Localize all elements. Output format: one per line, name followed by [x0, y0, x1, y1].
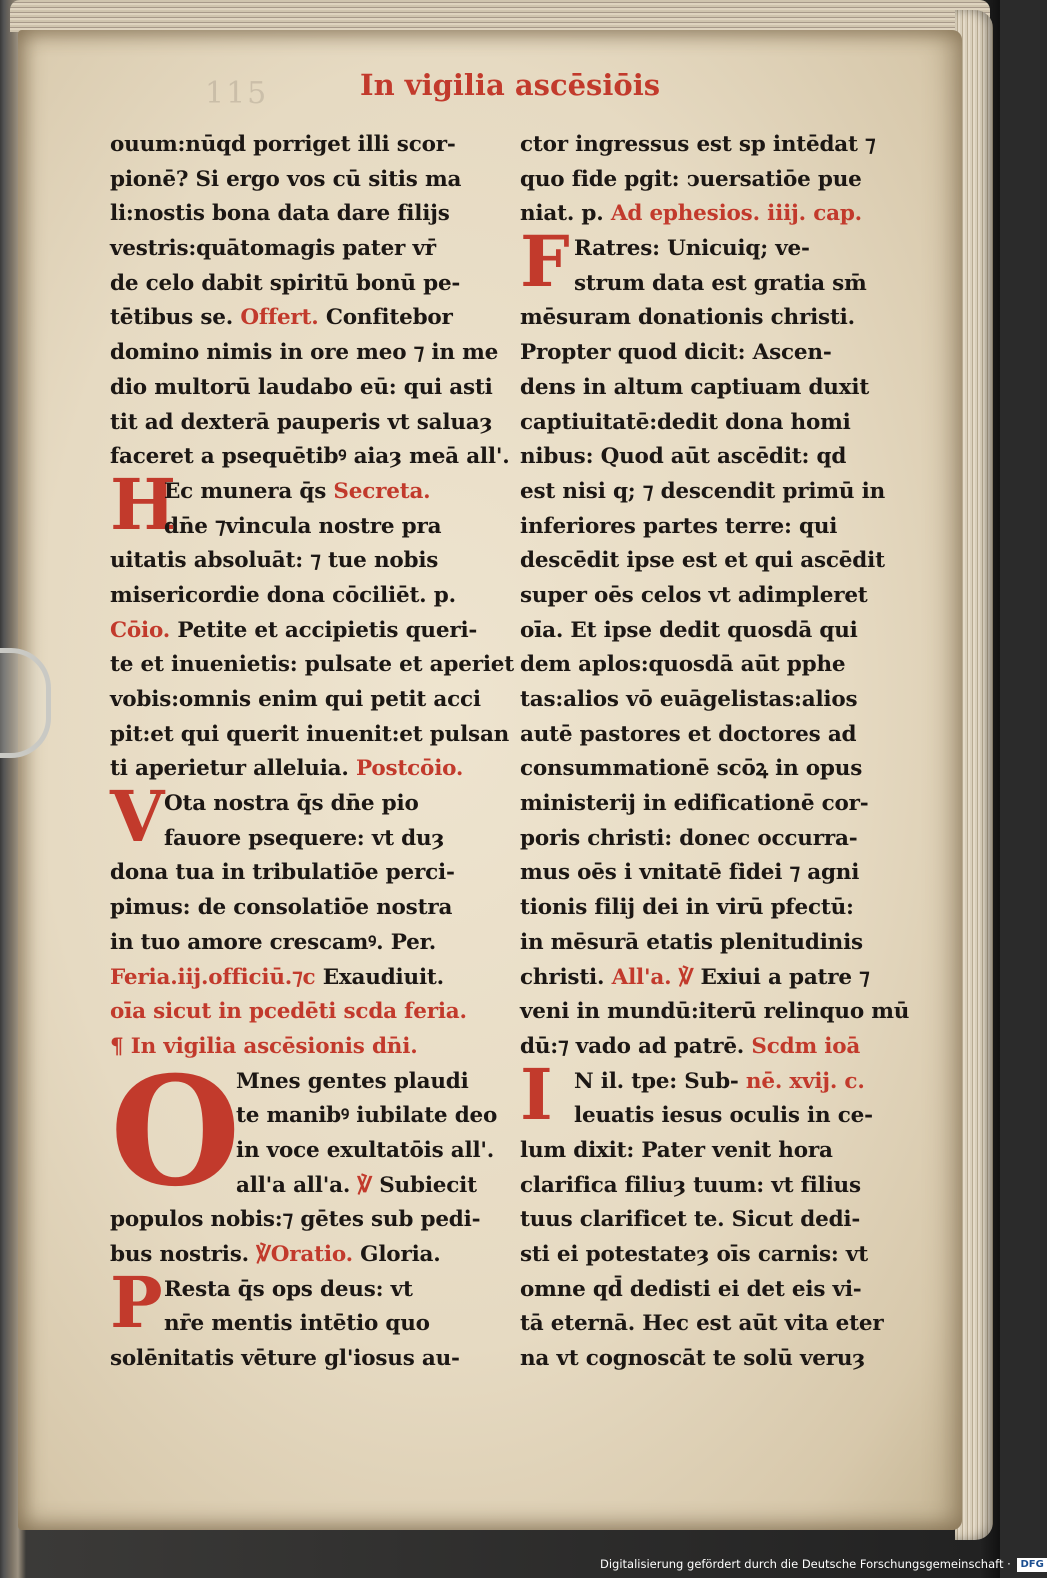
line-text: pit:et qui querit inuenit:et pulsan [110, 721, 510, 747]
line-text: Exiui a patre ⁊ [693, 964, 870, 990]
text-line [110, 787, 500, 822]
text-line [520, 232, 905, 267]
line-text: in voce exultatōis all'. [236, 1137, 495, 1163]
text-line [520, 961, 905, 996]
initial-block [110, 1260, 500, 1344]
text-line [110, 163, 500, 198]
line-text: Ota nostra q̄s dn̄e pio [164, 791, 419, 817]
right-text-column [520, 128, 910, 1377]
text-line [520, 475, 905, 510]
text-line [520, 1273, 905, 1308]
text-line [520, 1065, 905, 1100]
text-line [110, 961, 500, 996]
text-line [520, 856, 905, 891]
line-text: te manibꝰ iubilate deo [236, 1103, 498, 1129]
line-text: ouum:nūqd porriget illi scor- [110, 132, 456, 157]
text-line [110, 614, 500, 649]
rubric-text: ⁊c [292, 964, 316, 990]
text-line [110, 752, 500, 787]
initial-letter: O [110, 1043, 241, 1220]
dfg-logo: DFG [1017, 1558, 1046, 1572]
line-text: Gloria. [352, 1242, 441, 1267]
text-line [110, 197, 500, 232]
line-text: Subiecit [371, 1172, 477, 1198]
line-text: dem aplos:quosdā aūt pphe [520, 652, 846, 678]
line-text: na vt cognoscāt te solū veruȝ [520, 1346, 866, 1372]
running-head: In vigilia ascēsiōis [360, 68, 661, 102]
text-line [110, 475, 500, 510]
text-line [520, 336, 905, 371]
text-line [110, 301, 500, 336]
line-text: descēdit ipse est et qui ascēdit [520, 548, 885, 574]
line-text: pimus: de consolatiōe nostra [110, 895, 453, 921]
line-text: christi. [520, 964, 612, 990]
text-line [520, 1203, 905, 1238]
text-line [110, 1307, 500, 1342]
line-text: in tuo amore crescamꝰ. Per. [110, 929, 437, 955]
folio-mark: 115 [205, 76, 269, 111]
line-text: Ratres: Unicuiq; ve- [574, 236, 810, 262]
initial-letter: F [520, 220, 570, 304]
line-text: Propter quod dicit: Ascen- [520, 340, 832, 366]
text-line [110, 891, 500, 926]
line-text: nibus: Quod aūt ascēdit: qd [520, 444, 847, 470]
credit-text: Digitalisierung gefördert durch die Deutsche Forschungsgemeinschaft · [600, 1557, 1011, 1571]
text-line [110, 544, 500, 579]
line-text: domino nimis in ore meo ⁊ in me [110, 340, 499, 366]
text-line [520, 1238, 905, 1273]
initial-block [520, 1052, 905, 1136]
text-line [520, 995, 910, 1030]
text-line [520, 891, 905, 926]
text-line [110, 926, 500, 961]
line-text: Petite et accipietis queri- [170, 617, 478, 643]
line-text: mus oēs i vnitatē fidei ⁊ agni [520, 860, 860, 886]
initial-letter: I [520, 1052, 553, 1136]
line-text: tuus clarificet te. Sicut dedi- [520, 1207, 861, 1233]
line-text: autē pastores et doctores ad [520, 721, 857, 747]
line-text: omne qd̄ dedisti ei det eis vi- [520, 1276, 862, 1302]
rubric-text: nē. xvij. c. [745, 1068, 865, 1094]
line-text [671, 965, 678, 990]
initial-block [110, 462, 500, 546]
line-text: Ec munera q̄s [164, 478, 334, 504]
line-text: faceret a psequētibꝰ aiaȝ meā all'. [110, 444, 510, 470]
line-text: all'a all'a. [236, 1172, 358, 1198]
line-text: dn̄e ⁊vincula nostre pra [164, 513, 442, 539]
initial-block [110, 775, 500, 859]
rubric-text: ℣ [256, 1242, 271, 1267]
book-clasp [0, 648, 51, 758]
rubric-text: Feria.iij.officiū. [110, 964, 293, 990]
line-text: niat. p. [520, 201, 611, 227]
text-line [110, 232, 500, 267]
rubric-text: All'a. [611, 964, 672, 990]
line-text: li:nostis bona data dare filijs [110, 201, 450, 227]
line-text: oīa. Et ipse dedit quosdā qui [520, 617, 858, 643]
line-text: Confitebor [318, 305, 453, 331]
line-text: tas:alios vō euāgelistas:alios [520, 687, 858, 712]
text-line [110, 267, 500, 302]
line-text: in mēsurā etatis plenitudinis [520, 929, 863, 955]
line-text: vobis:omnis enim qui petit acci [110, 687, 481, 712]
text-line [110, 579, 500, 614]
rubric-text: ¶ In vigilia ascēsionis dn̄i. [110, 1033, 418, 1059]
line-text: N il. tpe: Sub- [574, 1068, 746, 1094]
line-text: ministerij in edificationē cor- [520, 791, 869, 817]
line-text: dio multorū laudabo eū: qui asti [110, 374, 493, 400]
text-line [110, 440, 510, 475]
line-text: veni in mundū:iterū relinquo mū [520, 999, 910, 1025]
text-line [520, 1099, 905, 1134]
text-line [520, 718, 905, 753]
text-line [110, 1030, 500, 1065]
line-text: mēsuram donationis christi. [520, 305, 855, 331]
text-line [520, 579, 905, 614]
text-line [520, 163, 905, 198]
text-line [520, 926, 905, 961]
line-text: strum data est gratia sm̄ [574, 270, 867, 296]
line-text: poris christi: donec occurra- [520, 825, 858, 851]
line-text: Resta q̄s ops deus: vt [164, 1276, 413, 1302]
initial-block [520, 220, 905, 304]
text-line [110, 128, 500, 163]
line-text: dū:⁊ vado ad patrē. [520, 1033, 752, 1059]
rubric-text: Secreta. [333, 478, 431, 504]
rubric-text: Postcōio. [356, 756, 464, 782]
text-line [520, 301, 905, 336]
line-text: tētibus se. [110, 305, 241, 331]
text-line [520, 1134, 905, 1169]
line-text: uitatis absoluāt: ⁊ tue nobis [110, 548, 439, 574]
text-line [520, 1307, 905, 1342]
text-line [110, 510, 500, 545]
line-text: pionē? Si ergo vos cū sitis ma [110, 166, 462, 192]
line-text: consummationē scōꝝ in opus [520, 756, 863, 782]
rubric-text: Offert. [240, 305, 319, 331]
text-line [520, 1342, 905, 1377]
line-text: Mnes gentes plaudi [236, 1068, 469, 1094]
text-line [520, 128, 905, 163]
text-line [110, 683, 500, 718]
text-line [110, 856, 500, 891]
line-text: clarifica filiuȝ tuum: vt filius [520, 1172, 861, 1198]
text-line [110, 718, 510, 753]
line-text: est nisi q; ⁊ descendit primū in [520, 478, 886, 504]
line-text: quo fide pgit: ↄuersatiōe pue [520, 166, 862, 192]
text-line [110, 336, 500, 371]
line-text: populos nobis:⁊ gētes sub pedi- [110, 1207, 481, 1233]
text-line [520, 267, 905, 302]
text-line [520, 1030, 905, 1065]
line-text: de celo dabit spiritū bonū pe- [110, 270, 461, 296]
rubric-text: oīa sicut in pcedēti scda feria. [110, 999, 467, 1025]
text-line [110, 371, 500, 406]
line-text: ctor ingressus est sp intēdat ⁊ [520, 132, 876, 157]
text-line [520, 787, 905, 822]
initial-letter: H [110, 462, 177, 546]
line-text: vestris:quātomagis pater vr̄ [110, 236, 436, 262]
left-text-column [110, 128, 515, 1377]
line-text: misericordie dona cōciliēt. p. [110, 582, 456, 608]
line-text: te et inuenietis: pulsate et aperiet [110, 652, 515, 678]
book-top-edge [10, 0, 990, 32]
line-text: dens in altum captiuam duxit [520, 374, 870, 400]
line-text: tit ad dexterā pauperis vt saluaȝ [110, 409, 493, 435]
line-text: ti aperietur alleluia. [110, 756, 356, 782]
line-text: dona tua in tribulatiōe perci- [110, 860, 455, 886]
line-text: fauore psequere: vt duȝ [164, 825, 445, 851]
line-text: lum dixit: Pater venit hora [520, 1137, 833, 1163]
rubric-text: ℣ [357, 1172, 372, 1198]
rubric-text: Cōio. [110, 617, 171, 643]
text-line [520, 683, 905, 718]
line-text: tā eternā. Hec est aūt vita eter [520, 1311, 884, 1337]
initial-letter: V [110, 775, 165, 859]
text-line [110, 822, 500, 857]
line-text: bus nostris. [110, 1242, 257, 1267]
text-line [520, 371, 905, 406]
text-line [520, 406, 905, 441]
line-text: super oēs celos vt adimpleret [520, 582, 868, 608]
rubric-text: Oratio. [270, 1242, 353, 1267]
text-line [520, 197, 905, 232]
text-line [520, 648, 905, 683]
text-line [110, 648, 515, 683]
text-line [520, 544, 905, 579]
digitization-credit [600, 1552, 1044, 1576]
line-text: inferiores partes terre: qui [520, 513, 838, 539]
text-line [110, 1238, 500, 1273]
text-line [520, 752, 905, 787]
text-line [520, 614, 905, 649]
text-line [520, 440, 905, 475]
text-line [520, 822, 905, 857]
line-text: solēnitatis vēture gl'iosus au- [110, 1346, 460, 1372]
rubric-text: ℣ [678, 964, 694, 990]
text-line [110, 1203, 500, 1238]
text-line [110, 1342, 500, 1377]
text-line [110, 406, 500, 441]
line-text: nr̄e mentis intētio quo [164, 1311, 430, 1337]
rubric-text: Scdm ioā [751, 1033, 861, 1059]
text-line [110, 995, 500, 1030]
text-line [520, 510, 905, 545]
line-text: leuatis iesus oculis in ce- [574, 1103, 873, 1129]
initial-letter: P [110, 1260, 163, 1344]
rubric-text: Ad ephesios. iiij. cap. [610, 201, 862, 227]
line-text: sti ei potestateȝ oīs carnis: vt [520, 1242, 868, 1267]
line-text: captiuitatē:dedit dona homi [520, 409, 851, 435]
text-line [520, 1169, 905, 1204]
line-text: tionis filij dei in virū pfectū: [520, 895, 854, 921]
line-text: Exaudiuit. [315, 964, 444, 990]
text-line [110, 1273, 500, 1308]
